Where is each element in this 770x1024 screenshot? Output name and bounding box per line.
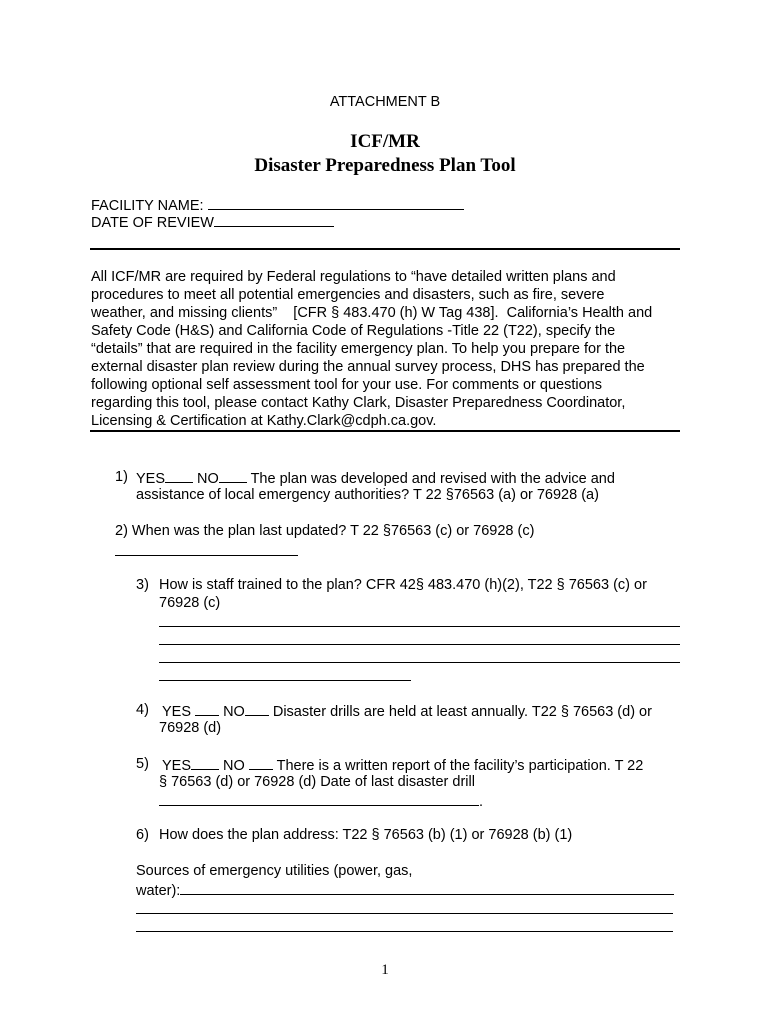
intro-line: external disaster plan review during the annual survey process, DHS has prepared the — [91, 359, 645, 375]
intro-line: Licensing & Certification at Kathy.Clark@cdph.ca.gov. — [91, 413, 437, 429]
q4-yes-label: YES — [162, 704, 192, 720]
q3-answer-line[interactable] — [159, 662, 680, 663]
q5-no-label: NO — [223, 758, 245, 774]
intro-line: weather, and missing clients” [CFR § 483.470 (h) W Tag 438]. California’s Health and — [91, 305, 653, 321]
intro-line: All ICF/MR are required by Federal regulations to “have detailed written plans and — [91, 269, 616, 285]
q5-yes-label: YES — [162, 758, 192, 774]
q3-answer-line[interactable] — [159, 644, 680, 645]
q4-no-blank[interactable] — [245, 702, 269, 716]
q1-text: The plan was developed and revised with the advice and — [250, 471, 615, 487]
q5-no-blank[interactable] — [249, 756, 273, 770]
question-5-number: 5) — [136, 756, 149, 772]
q6-sources-line1: Sources of emergency utilities (power, gas, — [136, 863, 413, 879]
q6-answer-line[interactable] — [136, 913, 673, 914]
question-3-number: 3) — [136, 577, 149, 593]
intro-line: Safety Code (H&S) and California Code of Regulations -Title 22 (T22), specify the — [91, 323, 616, 339]
date-of-review-blank[interactable] — [214, 213, 334, 227]
question-3-line2: 76928 (c) — [159, 595, 221, 611]
q5-text: There is a written report of the facility’s participation. T 22 — [276, 758, 644, 774]
q1-no-blank[interactable] — [219, 469, 247, 483]
q5-period: . — [479, 794, 484, 810]
facility-name-blank[interactable] — [208, 196, 464, 210]
q1-yes-blank[interactable] — [165, 469, 193, 483]
question-4 — [162, 702, 652, 720]
question-4-number: 4) — [136, 702, 149, 718]
question-3-line1: How is staff trained to the plan? CFR 42§ 483.470 (h)(2), T22 § 76563 (c) or — [159, 577, 647, 593]
q6-sources-label: water): — [136, 883, 181, 899]
document-title: ICF/MR — [350, 131, 420, 152]
document-subtitle: Disaster Preparedness Plan Tool — [254, 155, 516, 176]
question-1 — [136, 469, 615, 487]
question-5-line2: § 76563 (d) or 76928 (d) Date of last disaster drill — [159, 774, 475, 790]
question-1-line2: assistance of local emergency authorities? T 22 §76563 (a) or 76928 (a) — [136, 487, 599, 503]
q3-answer-line[interactable] — [159, 626, 680, 627]
facility-name-field — [91, 196, 464, 214]
question-4-line2: 76928 (d) — [159, 720, 222, 736]
facility-name-label: FACILITY NAME: — [91, 198, 204, 214]
question-5 — [162, 756, 643, 774]
intro-divider — [90, 430, 680, 432]
q6-answer-line[interactable] — [136, 931, 673, 932]
q3-answer-line[interactable] — [159, 680, 411, 681]
attachment-label: ATTACHMENT B — [329, 94, 441, 110]
top-divider — [90, 248, 680, 250]
date-of-review-label: DATE OF REVIEW — [91, 215, 214, 231]
question-2: 2) When was the plan last updated? T 22 §76563 (c) or 76928 (c) — [115, 523, 535, 539]
date-of-review-field — [91, 213, 334, 231]
q1-yes-label: YES — [136, 471, 166, 487]
page-number: 1 — [381, 962, 389, 978]
q2-answer-line[interactable] — [115, 555, 298, 556]
intro-line: procedures to meet all potential emergencies and disasters, such as fire, severe — [91, 287, 605, 303]
q5-drill-date-blank[interactable] — [159, 792, 479, 806]
question-1-number: 1) — [115, 469, 128, 485]
intro-paragraph — [91, 268, 683, 430]
q4-no-label: NO — [223, 704, 245, 720]
q1-no-label: NO — [197, 471, 219, 487]
intro-line: following optional self assessment tool for your use. For comments or questions — [91, 377, 602, 393]
q4-yes-blank[interactable] — [195, 702, 219, 716]
question-6-number: 6) — [136, 827, 149, 843]
intro-line: “details” that are required in the facility emergency plan. To help you prepare for the — [91, 341, 626, 357]
question-6: How does the plan address: T22 § 76563 (b) (1) or 76928 (b) (1) — [159, 827, 573, 843]
intro-line: regarding this tool, please contact Kathy Clark, Disaster Preparedness Coordinator, — [91, 395, 626, 411]
q4-text: Disaster drills are held at least annually. T22 § 76563 (d) or — [272, 704, 652, 720]
q6-sources-line2 — [136, 881, 674, 899]
q6-sources-blank[interactable] — [180, 881, 674, 895]
q5-drill-date — [159, 792, 483, 810]
q5-yes-blank[interactable] — [191, 756, 219, 770]
